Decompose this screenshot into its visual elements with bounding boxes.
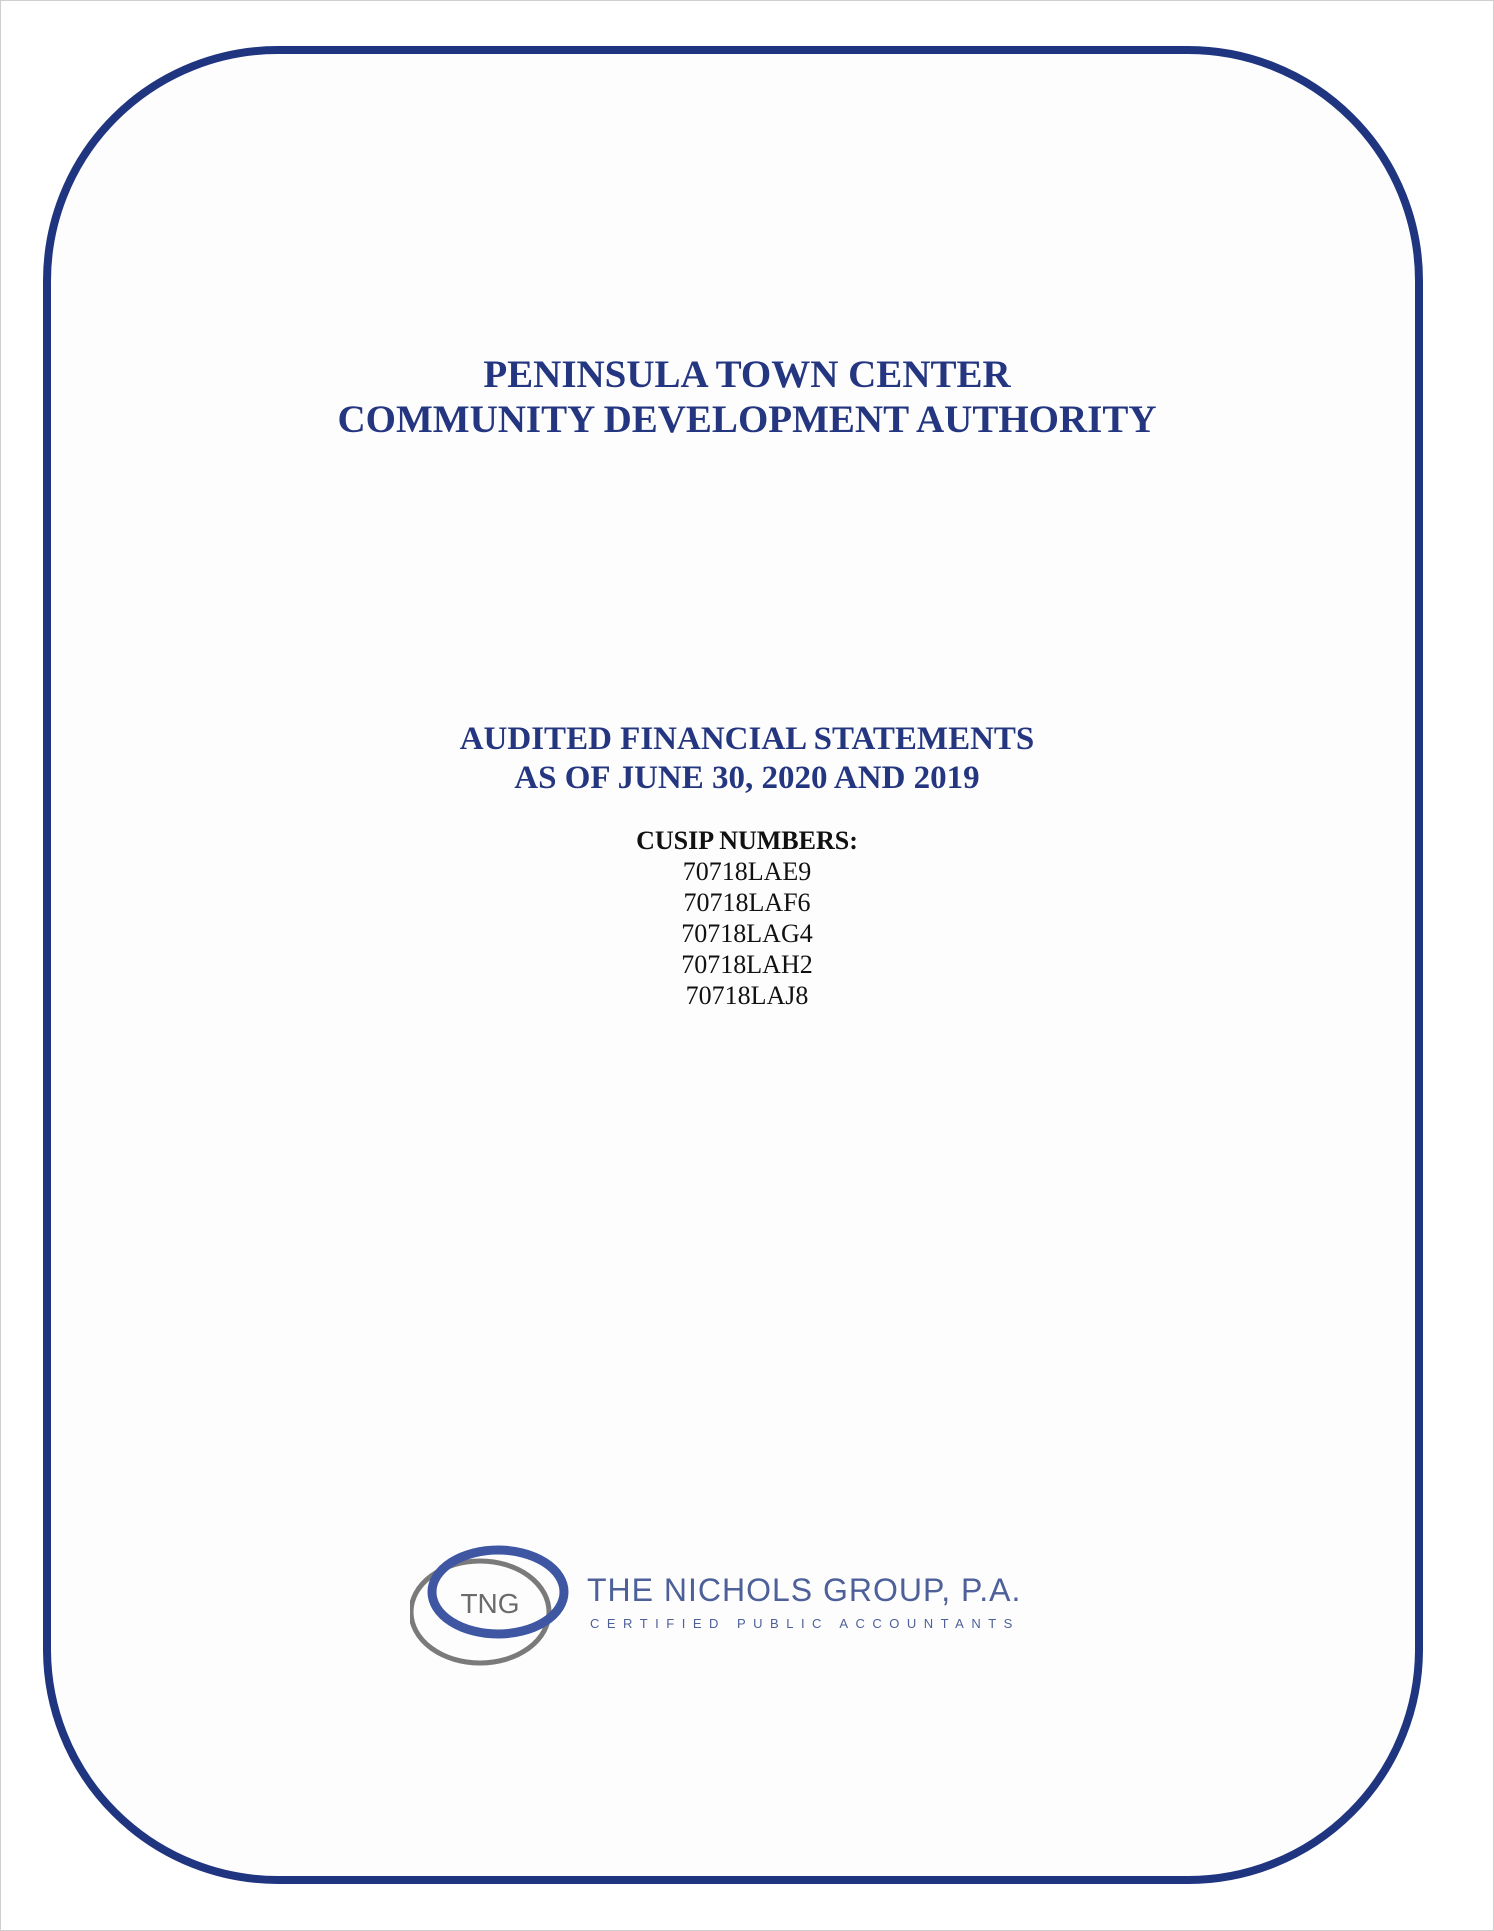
logo-initials: TNG [460, 1588, 520, 1619]
subtitle-line-1: AUDITED FINANCIAL STATEMENTS [459, 721, 1035, 757]
document-subtitle [0, 720, 1494, 798]
cusip-number: 70718LAE9 [682, 857, 812, 886]
cusip-number: 70718LAH2 [681, 950, 813, 979]
firm-tagline: CERTIFIED PUBLIC ACCOUNTANTS [590, 1616, 1020, 1631]
firm-name: THE NICHOLS GROUP, P.A. [587, 1572, 1022, 1608]
cusip-number: 70718LAJ8 [685, 981, 809, 1010]
cusip-list [0, 825, 1494, 1011]
cusip-number: 70718LAG4 [681, 919, 813, 948]
title-line-2: COMMUNITY DEVELOPMENT AUTHORITY [337, 398, 1157, 441]
cusip-heading: CUSIP NUMBERS: [636, 826, 858, 855]
title-line-1: PENINSULA TOWN CENTER [483, 353, 1011, 396]
cusip-number: 70718LAF6 [683, 888, 811, 917]
document-title [0, 352, 1494, 442]
subtitle-line-2: AS OF JUNE 30, 2020 AND 2019 [514, 760, 980, 796]
firm-logo [410, 1540, 1100, 1670]
